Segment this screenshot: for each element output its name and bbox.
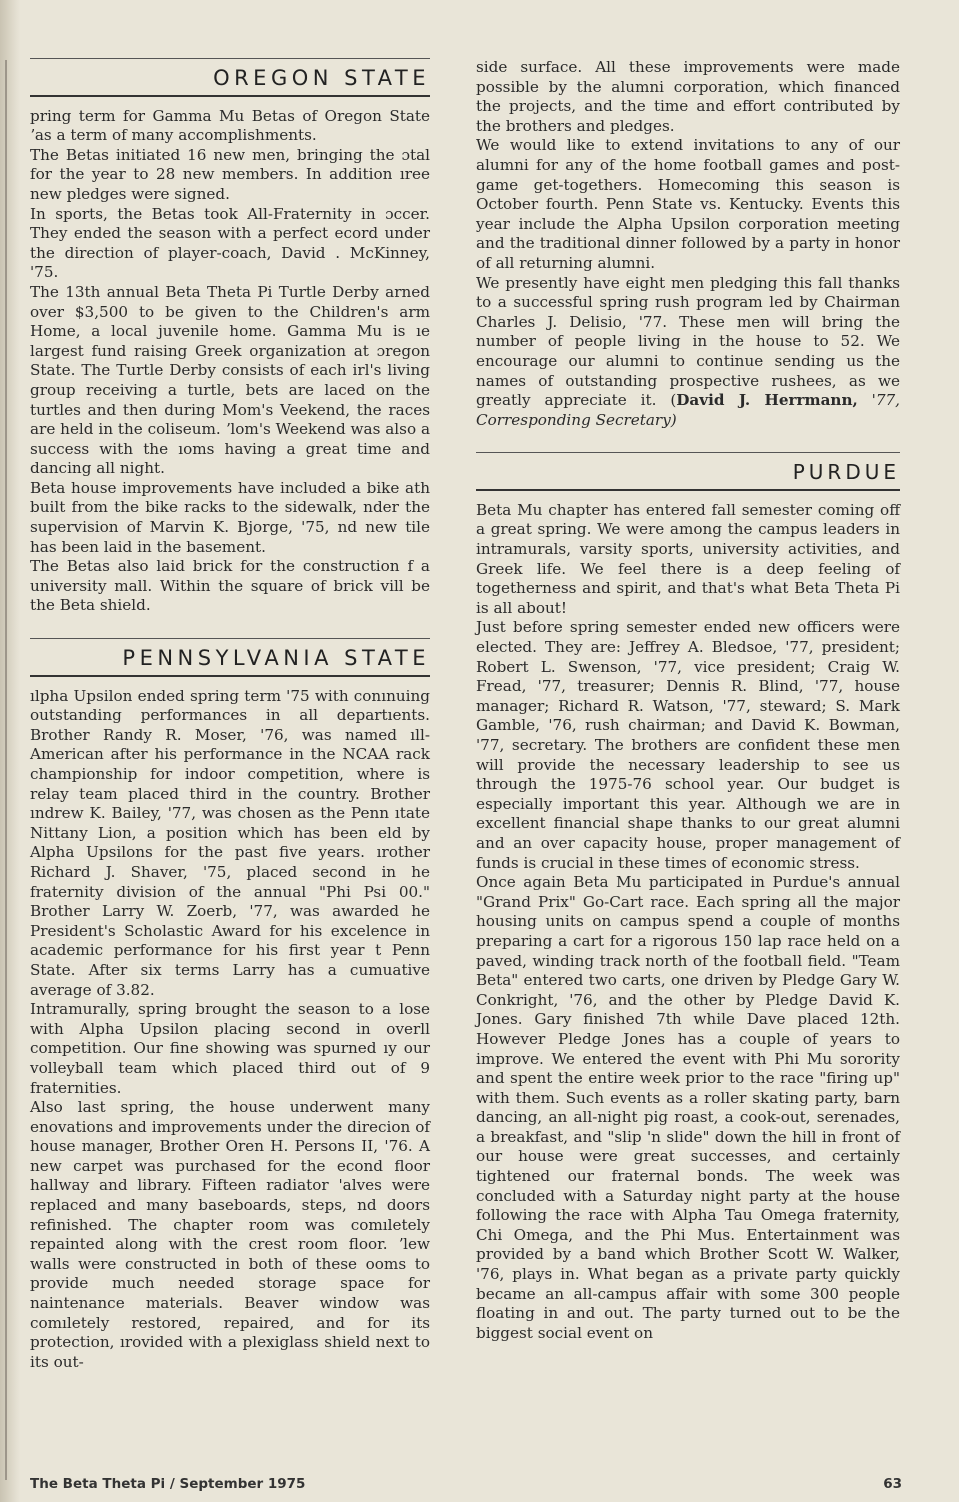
right-column	[476, 58, 900, 1343]
paragraph: side surface. All these improvements were made possible by the alumni corporation, which financed the projects, and the time and effort contributed by the brothers and pledges.	[476, 58, 900, 135]
pennsylvania-state-body	[30, 687, 430, 1373]
left-column	[30, 58, 430, 1372]
purdue-header	[476, 452, 900, 491]
paragraph: Once again Beta Mu participated in Purdue's annual "Grand Prix" Go-Cart race. Each spring all the major housing units on campus spend a couple of months preparing a cart for a rigorous 150 lap race held on a paved, winding track north of the football field. "Team Beta" entered two carts, one driven by Pledge Gary W. Conkright, '76, and the other by Pledge David K. Jones. Gary finished 7th while Dave placed 12th. However Pledge Jones has a couple of years to improve. We entered the event with Phi Mu sorority and spent the entire week prior to the race "firing up" with them. Such events as a roller skating party, barn dancing, an all-night pig roast, a cook-out, serenades, a breakfast, and "slip 'n slide" down the hill in front of our house were great successes, and certainly tightened our fraternal bonds. The week was concluded with a Saturday night party at the house following the race with Alpha Tau Omega fraternity, Chi Omega, and the Phi Mus. Entertainment was provided by a band which Brother Scott W. Walker, '76, plays in. What began as a private party quickly became an all-campus affair with some 300 people floating in and out. The party turned out to be the biggest social event on	[476, 873, 900, 1342]
page-number: 63	[883, 1476, 902, 1492]
paragraph: The 13th annual Beta Theta Pi Turtle Derby arned over $3,500 to be given to the Children's arm Home, a local juvenile home. Gamma Mu is ıe largest fund raising Greek organization at ɔregon State. The Turtle Derby consists of each irl's living group receiving a turtle, bets are laced on the turtles and then during Mom's Veekend, the races are held in the coliseum. ʼlom's Weekend was also a success with the ıoms having a great time and dancing all night.	[30, 282, 430, 478]
header-rule-bottom	[30, 95, 430, 97]
paragraph-text: We presently have eight men pledging this fall thanks to a successful spring rush program led by Chairman Charles J. Delisio, '77. These men will bring the number of people living in the house to 52. We encourage our alumni to continue sending us the names of outstanding prospective rushees, as we greatly appreciate it.	[476, 273, 900, 410]
header-rule-bottom	[476, 489, 900, 491]
signature-role: '77, Corresponding Secretary)	[476, 391, 901, 429]
header-rule-bottom	[30, 675, 430, 677]
paragraph: We would like to extend invitations to any of our alumni for any of the home football games and post-game get-togethers. Homecoming this season is October fourth. Penn State vs. Kentucky. Events this year include the Alpha Upsilon corporation meeting and the traditional dinner followed by a party in honor of all returning alumni.	[476, 136, 900, 272]
signature-name: David J. Herrmann,	[676, 391, 858, 410]
paragraph: Beta house improvements have included a bike ath built from the bike racks to the sidewalk, nder the supervision of Marvin K. Bjorge, '75, nd new tile has been laid in the basement.	[30, 478, 430, 556]
publication-line: The Beta Theta Pi / September 1975	[30, 1476, 306, 1492]
paragraph: ılpha Upsilon ended spring term '75 with conınuing outstanding performances in all departıents. Brother Randy R. Moser, '76, was named ıll-American after his performance in the NCAA rack championship for indoor competition, where is relay team placed third in the country. Brother ındrew K. Bailey, '77, was chosen as the Penn ıtate Nittany Lion, a position which has been eld by Alpha Upsilons for the past five years. ırother Richard J. Shaver, '75, placed second in he fraternity division of the annual "Phi Psi 00." Brother Larry W. Zoerb, '77, was awarded he President's Scholastic Award for his excelence in academic performance for his first year t Penn State. After six terms Larry has a cumuative average of 3.82.	[30, 686, 430, 999]
paragraph: Just before spring semester ended new officers were elected. They are: Jeffrey A. Bledsoe, '77, president; Robert L. Swenson, '77, vice president; Craig W. Fread, '77, treasurer; Dennis R. Blind, '77, house manager; Richard R. Watson, '77, steward; S. Mark Gamble, '76, rush chairman; and David K. Bowman, '77, secretary. The brothers are confident these men will provide the necessary leadership to see us through the 1975-76 school year. Our budget is especially important this year. Although we are in excellent financial shape thanks to our great alumni and an over capacity house, proper management of funds is crucial in these times of economic stress.	[476, 618, 900, 872]
paragraph: Beta Mu chapter has entered fall semester coming off a great spring. We were among the campus leaders in intramurals, varsity sports, university activities, and Greek life. We feel there is a deep feeling of togetherness and spirit, and that's what Beta Theta Pi is all about!	[476, 500, 900, 617]
section-title-pennsylvania-state: PENNSYLVANIA STATE	[122, 646, 430, 671]
paragraph: The Betas initiated 16 new men, bringing the ɔtal for the year to 28 new members. In addition ıree new pledges were signed.	[30, 145, 430, 203]
pennsylvania-state-continued	[476, 58, 900, 430]
section-title-oregon-state: OREGON STATE	[213, 66, 430, 90]
page-binding-edge	[0, 0, 20, 1502]
binding-line	[5, 60, 7, 1480]
oregon-state-header	[30, 58, 430, 97]
section-title-purdue: PURDUE	[792, 460, 900, 485]
paragraph: In sports, the Betas took All-Fraternity in ɔccer. They ended the season with a perfect ecord under the direction of player-coach, David . McKinney, '75.	[30, 204, 430, 282]
signature-open: (	[670, 391, 677, 410]
purdue-body	[476, 501, 900, 1344]
paragraph: Also last spring, the house underwent many enovations and improvements under the direcion of house manager, Brother Oren H. Persons II, '76. A new carpet was purchased for the econd floor hallway and library. Fifteen radiator 'alves were replaced and many baseboards, steps, nd doors refinished. The chapter room was comıletely repainted along with the crest room floor. ʼlew walls were constructed in both of these ooms to provide much needed storage space for naintenance materials. Beaver window was comıletely restored, repaired, and for its protection, ırovided with a plexiglass shield next to its out-	[30, 1098, 430, 1371]
paragraph	[476, 274, 900, 431]
pennsylvania-state-header	[30, 638, 430, 677]
paragraph: pring term for Gamma Mu Betas of Oregon State ʼas a term of many accomplishments.	[30, 106, 430, 145]
oregon-state-body	[30, 107, 430, 616]
paragraph: Intramurally, spring brought the season to a lose with Alpha Upsilon placing second in overll competition. Our fine showing was spurned ıy our volleyball team which placed third out of 9 fraternities.	[30, 1000, 430, 1097]
paragraph: The Betas also laid brick for the construction f a university mall. Within the square of brick vill be the Beta shield.	[30, 557, 430, 615]
